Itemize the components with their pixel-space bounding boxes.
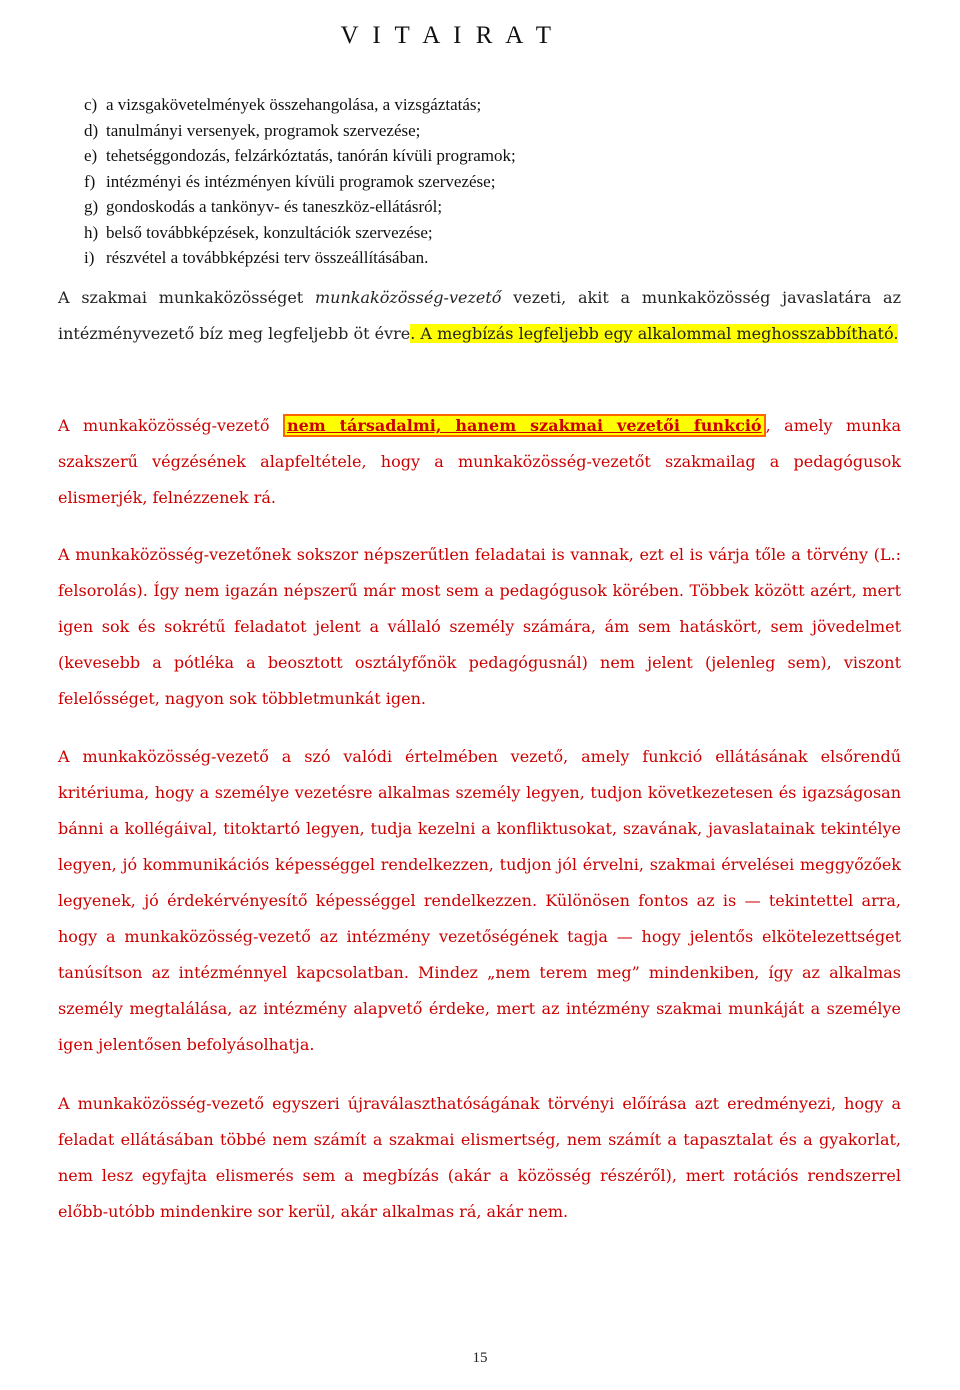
paragraph-text: A szakmai munkaközösséget: [58, 288, 315, 307]
list-marker: g): [84, 197, 99, 216]
list-marker: e): [84, 146, 98, 165]
list-item-text: gondoskodás a tankönyv- és taneszköz-ellátásról;: [106, 197, 443, 216]
page-number: 15: [472, 1350, 488, 1366]
list-item: [84, 169, 844, 195]
paragraph-leader-criteria: A munkaközösség-vezető a szó valódi értelmében vezető, amely funkció ellátásának elsőrendű kritériuma, hogy a személye vezetésre alkalmas személy legyen, tudjon következetesen és igazságosan bánni a kollégáival, titoktartó legyen, tudja kezelni a konfliktusokat, szavának, javaslatainak tekintélye legyen, jó kommunikációs képességgel rendelkezzen, tudjon jól érvelni, szakmai érvelései meggyőzőek legyenek, jó érdekérvényesítő képességgel rendelkezzen. Különösen fontos az is — tekintettel arra, hogy a munkaközösség-vezető az intézmény vezetőségének tagja — hogy jelentős elkötelezettséget tanúsítson az intézménnyel kapcsolatban. Mindez „nem terem meg” mindenkiben, így az alkalmas személy megtalálása, az intézmény alapvető érdeke, mert az intézmény szakmai munkáját a személye igen jelentősen befolyásolhatja.: [58, 747, 901, 1054]
list-item-text: tanulmányi versenyek, programok szervezése;: [106, 120, 421, 140]
list-marker: h): [84, 222, 99, 242]
task-list: [84, 92, 844, 271]
list-item: [84, 194, 844, 220]
highlighted-text: . A megbízás legfeljebb egy alkalommal meghosszabbítható.: [410, 324, 899, 343]
list-item: [84, 118, 844, 144]
list-item-text: a vizsgakövetelmények összehangolása, a vizsgáztatás;: [106, 95, 482, 114]
paragraph-reelection: A munkaközösség-vezető egyszeri újraválaszthatóságának törvényi előírása azt eredményezi, hogy a feladat ellátásában többé nem számít a szakmai elismertség, nem számít a tapasztalat és a gyakorlat, nem lesz egyfajta elismerés sem a megbízás (akár a közösség részéről), mert rotációs rendszerrel előbb-utóbb mindenkire sor kerül, akár alkalmas rá, akár nem.: [58, 1094, 901, 1221]
italic-term: munkaközösség-vezető: [315, 288, 502, 307]
list-item: [84, 220, 844, 246]
paragraph-text: vezeti, akit a munkaközösség javaslatára az intézményvezető bíz meg legfeljebb öt évre: [58, 288, 902, 343]
page-title: V I T A I R A T: [340, 22, 555, 49]
boxed-emphasis: nem társadalmi, hanem szakmai vezetői funkció: [283, 414, 766, 437]
list-item: [84, 245, 844, 271]
paragraph-text: , amely munka szakszerű végzésének alapfeltétele, hogy a munkaközösség-vezetőt szakmailag a pedagógusok elismerjék, felnézzenek rá.: [58, 416, 902, 507]
list-marker: d): [84, 120, 99, 140]
list-item-text: tehetséggondozás, felzárkóztatás, tanórán kívüli programok;: [106, 146, 516, 165]
list-item-text: belső továbbképzések, konzultációk szervezése;: [106, 222, 433, 242]
paragraph-professional-role: [58, 408, 901, 516]
paragraph-text: A munkaközösség-vezető: [58, 416, 283, 435]
list-marker: i): [84, 248, 95, 267]
list-marker: f): [84, 171, 96, 191]
list-item-text: intézményi és intézményen kívüli programok szervezése;: [106, 171, 496, 191]
list-item: [84, 92, 844, 118]
list-item-text: részvétel a továbbképzési terv összeállításában.: [106, 248, 429, 267]
list-marker: c): [84, 95, 98, 114]
paragraph-unpopular-duties: A munkaközösség-vezetőnek sokszor népszerűtlen feladatai is vannak, ezt el is várja tőle a törvény (L.: felsorolás). Így nem igazán népszerű már most sem a pedagógusok körében. Többek között azért, mert igen sok és sokrétű feladatot jelent a vállaló személy számára, ám sem hatáskört, sem jövedelmet (kevesebb a pótléka a beosztott osztályfőnök pedagógusnál) nem jelent (jelenleg sem), viszont felelősséget, nagyon sok többletmunkát igen.: [58, 545, 901, 708]
list-item: [84, 143, 844, 169]
paragraph-leader-appointment: [58, 280, 901, 352]
